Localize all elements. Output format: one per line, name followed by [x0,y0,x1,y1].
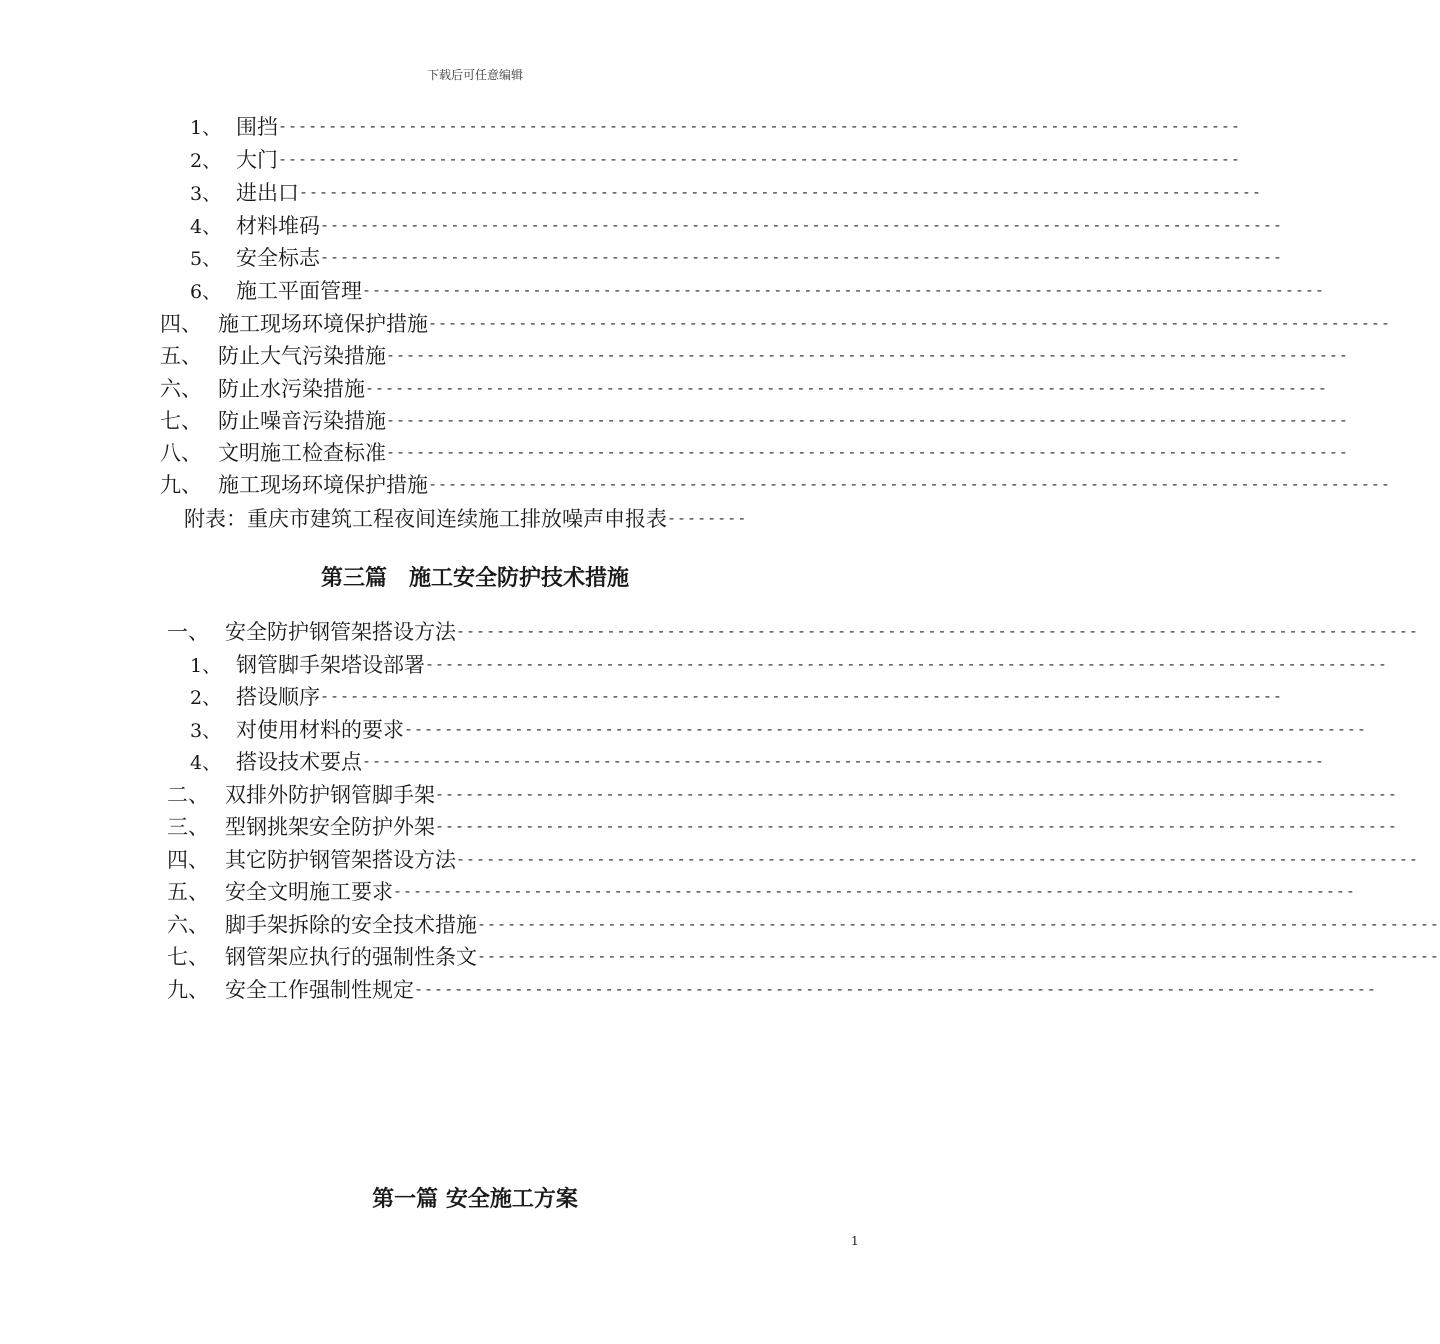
toc-leader: ------------------------------------------------------------------------------------------------ [435,785,1398,803]
toc-entry-title: 钢管架应执行的强制性条文 [225,945,477,969]
toc-entry-title: 大门 [236,148,278,172]
toc-entry[interactable] [190,144,1241,174]
toc-entry[interactable] [190,210,1283,240]
toc-leader: ------------------------------------------------------------------------------------------------ [386,443,1349,461]
toc-entry-title: 附表：重庆市建筑工程夜间连续施工排放噪声申报表 [184,507,667,531]
toc-entry-title: 搭设顺序 [236,685,320,709]
toc-entry-number: 七、 [167,945,209,969]
toc-entry-number: 四、 [160,312,202,336]
toc-entry[interactable] [167,909,1440,939]
toc-entry[interactable] [160,405,1349,435]
toc-entry-number: 3、 [190,719,222,742]
toc-entry-number: 七、 [160,409,202,433]
toc-entry[interactable] [160,437,1349,467]
toc-entry-title: 脚手架拆除的安全技术措施 [225,913,477,937]
toc-entry-number: 九、 [160,473,202,497]
page-number: 1 [851,1234,859,1248]
toc-entry-title: 施工现场环境保护措施 [218,312,428,336]
toc-entry-number: 2、 [190,149,222,172]
toc-entry[interactable] [167,844,1419,874]
toc-entry[interactable] [167,974,1377,1004]
toc-entry-number: 八、 [160,441,202,465]
toc-leader: ------------------------------------------------------------------------------------------------ [456,622,1419,640]
toc-entry-number: 3、 [190,182,222,205]
toc-entry[interactable] [167,941,1440,971]
toc-entry-title: 施工平面管理 [236,279,362,303]
toc-entry[interactable] [160,373,1328,403]
toc-entry[interactable] [190,746,1325,776]
toc-entry-number: 六、 [160,377,202,401]
toc-entry-title: 防止噪音污染措施 [218,409,386,433]
toc-entry-title: 安全工作强制性规定 [225,978,414,1002]
toc-entry[interactable] [160,469,1391,499]
toc-entry-title: 材料堆码 [236,214,320,238]
toc-leader: ------------------------------------------------------------------------------------------------ [386,346,1349,364]
toc-entry-number: 四、 [167,848,209,872]
toc-entry-number: 2、 [190,686,222,709]
toc-entry-title: 双排外防护钢管脚手架 [225,783,435,807]
toc-leader: ------------------------------------------------------------------------------------------------ [477,947,1440,965]
toc-entry-appendix[interactable] [184,503,824,533]
toc-entry-title: 进出口 [236,181,299,205]
toc-entry[interactable] [190,681,1283,711]
toc-leader: ------------------------------------------------------------------------------------------------ [365,379,1328,397]
toc-entry-number: 1、 [190,116,222,139]
toc-entry-title: 安全防护钢管架搭设方法 [225,620,456,644]
toc-entry-number: 三、 [167,815,209,839]
toc-entry[interactable] [167,779,1398,809]
toc-leader: ------------------------------------------------------------------------------------------------ [477,915,1440,933]
toc-entry-title: 型钢挑架安全防护外架 [225,815,435,839]
toc-leader: ------------------------------------------------------------------------------------------------ [435,817,1398,835]
page-header: 下载后可任意编辑 [426,68,523,82]
toc-leader: ------------------------------------------------------------------------------------------------ [414,980,1377,998]
toc-leader: ------------------------------------------------------------------------------------------------ [299,183,1262,201]
toc-entry-title: 防止大气污染措施 [218,344,386,368]
toc-entry[interactable] [190,275,1325,305]
toc-entry[interactable] [167,616,1419,646]
toc-entry[interactable] [190,649,1388,679]
toc-entry-number: 九、 [167,978,209,1002]
toc-leader: ------------------------------------------------------------------------------------------------ [320,248,1283,266]
toc-entry[interactable] [167,876,1356,906]
toc-entry-title: 其它防护钢管架搭设方法 [225,848,456,872]
toc-leader: ------------------------------------------------------------------------------------------------ [320,216,1283,234]
toc-leader: ------------------------------------------------------------------------------------------------ [278,117,1241,135]
toc-entry[interactable] [190,714,1367,744]
toc-entry-number: 5、 [190,247,222,270]
toc-leader: ------------------------------------------------------------------------------------------------ [404,720,1367,738]
toc-entry-number: 五、 [167,880,209,904]
toc-entry-title: 搭设技术要点 [236,750,362,774]
toc-entry-title: 文明施工检查标准 [218,441,386,465]
toc-leader: ------------------------------------------------------------------------------------------------ [320,687,1283,705]
toc-entry[interactable] [190,177,1262,207]
toc-entry-title: 防止水污染措施 [218,377,365,401]
toc-entry-title: 围挡 [236,115,278,139]
toc-leader: -------- [667,509,748,527]
toc-entry-number: 六、 [167,913,209,937]
toc-entry[interactable] [190,242,1283,272]
toc-entry-title: 安全文明施工要求 [225,880,393,904]
toc-leader: ------------------------------------------------------------------------------------------------ [393,882,1356,900]
toc-leader: ------------------------------------------------------------------------------------------------ [428,475,1391,493]
toc-leader: ------------------------------------------------------------------------------------------------ [456,850,1419,868]
toc-entry[interactable] [160,340,1349,370]
toc-entry[interactable] [167,811,1398,841]
toc-entry[interactable] [190,111,1241,141]
toc-entry-title: 对使用材料的要求 [236,718,404,742]
toc-leader: ------------------------------------------------------------------------------------------------ [425,655,1388,673]
toc-entry-title: 钢管脚手架塔设部署 [236,653,425,677]
toc-leader: ------------------------------------------------------------------------------------------------ [362,281,1325,299]
toc-leader: ------------------------------------------------------------------------------------------------ [428,314,1391,332]
toc-leader: ------------------------------------------------------------------------------------------------ [362,752,1325,770]
toc-entry-number: 二、 [167,783,209,807]
toc-entry-number: 五、 [160,344,202,368]
toc-entry-number: 6、 [190,280,222,303]
toc-entry-number: 一、 [167,620,209,644]
toc-entry-number: 4、 [190,751,222,774]
toc-entry-title: 施工现场环境保护措施 [218,473,428,497]
section-heading-part-3: 第三篇 施工安全防护技术措施 [320,566,629,591]
toc-entry-title: 安全标志 [236,246,320,270]
toc-entry[interactable] [160,308,1391,338]
section-heading-part-1: 第一篇 安全施工方案 [372,1187,578,1212]
toc-leader: ------------------------------------------------------------------------------------------------ [278,150,1241,168]
toc-entry-number: 4、 [190,215,222,238]
toc-leader: ------------------------------------------------------------------------------------------------ [386,411,1349,429]
toc-entry-number: 1、 [190,654,222,677]
